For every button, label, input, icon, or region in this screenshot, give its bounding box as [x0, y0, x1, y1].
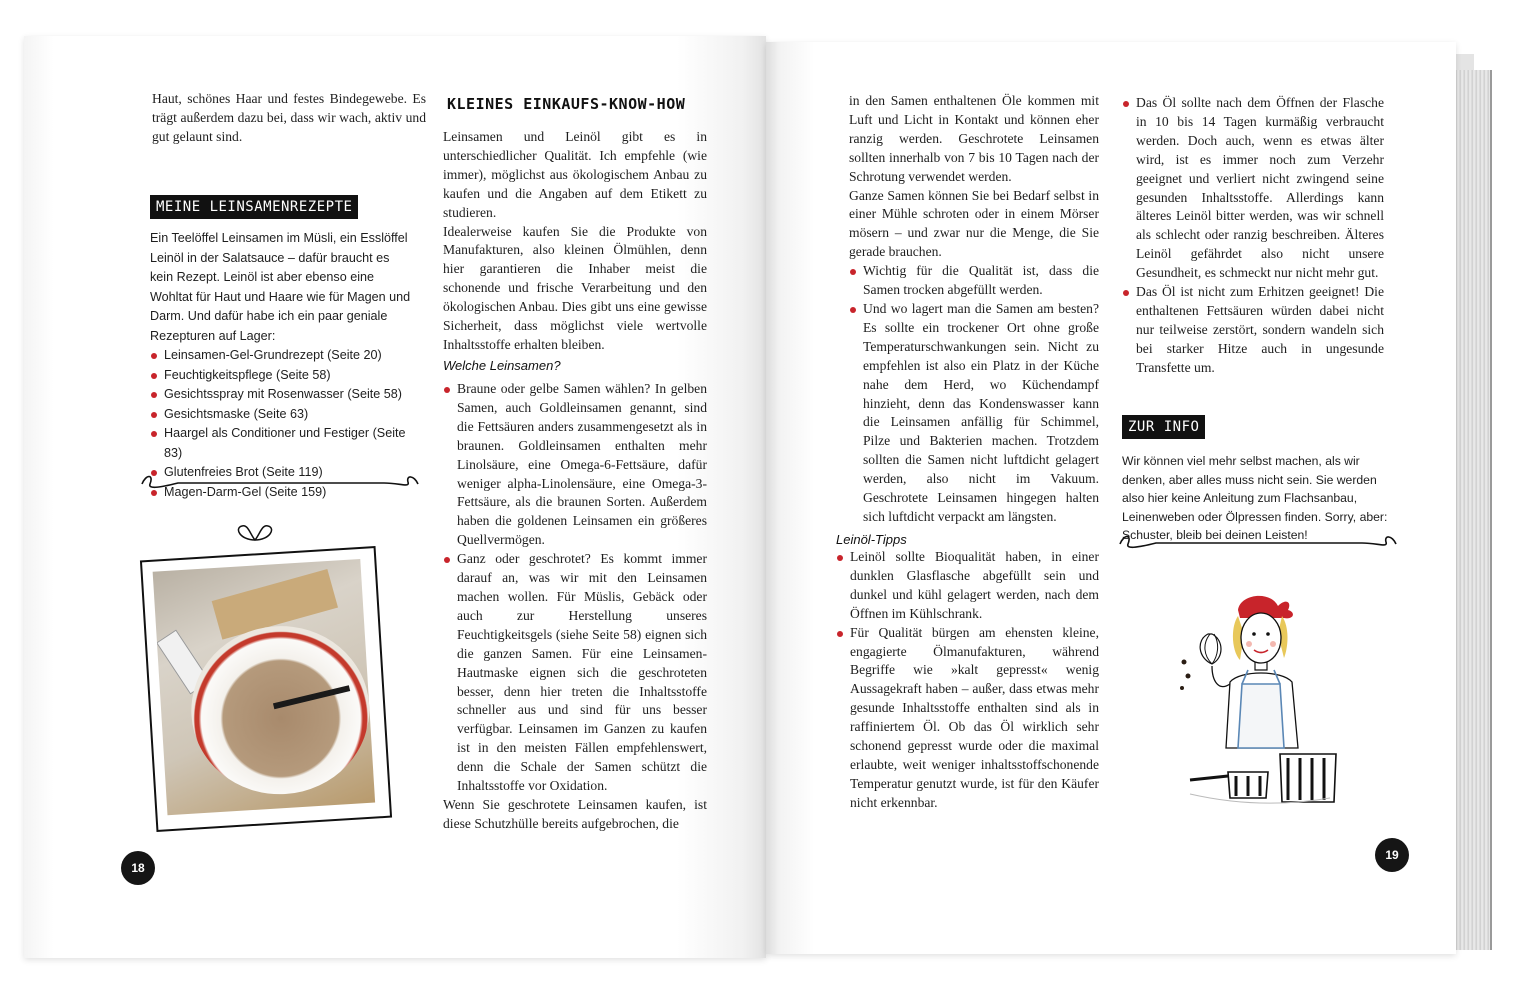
recipe-item[interactable]: Haargel als Conditioner und Festiger (Seite 83)	[150, 424, 412, 463]
list-item: Das Öl sollte nach dem Öffnen der Flasche in 10 bis 14 Tagen kurmäßig verbraucht werden. Doch auch, wenn es etwas älter wird, ist es immer noch zum Verzehr geeignet und verliert nicht zwingend seine gesunden Inhaltsstoffe. Allerdings kann älteres Leinöl bitter werden, was wir schnell als schlecht oder ranzig beschreiben. Älteres Leinöl gefährdet also nicht unsere Gesundheit, es schmeckt nur nicht mehr gut.	[1122, 94, 1384, 283]
bullet-icon	[151, 431, 157, 437]
recipe-item[interactable]: Feuchtigkeitspflege (Seite 58)	[150, 366, 412, 386]
linseed-photo	[140, 546, 392, 832]
right-col1-text: in den Samen enthaltenen Öle kommen mit Luft und Licht in Kontakt und können eher ranzig werden. Geschrotete Leinsamen sollten innerhalb von 7 bis 10 Tagen nach der Schrotung verwendet werden. Ganze Samen können Sie bei Bedarf selbst in einer Mühle schroten oder in einem Mörser mösern – und zwar nur die Menge, die Sie gerade brauchen. Wichtig für die Qualität ist, dass die Samen trocken abgefüllt werden. Und wo lagert man die Samen am besten? Es sollte ein trockener Ort ohne große Temperaturschwankungen sein. Nicht zu empfehlen ist also ein Platz in der Küche nahe dem Herd, wo Küchendampf hinzieht, denn das Kondenswasser kann die Leinsamen anfällig für Schimmel, Pilze und Bakterien machen. Trotzdem sollten die Samen nicht luftdicht gelagert werden, also nicht im Vakuum. Geschrotete Leinsamen hingegen halten sich luftdicht verpackt am längsten.	[849, 92, 1099, 527]
bowl-icon	[186, 621, 374, 800]
linseed-bowl-image	[153, 559, 376, 815]
recipe-item[interactable]: Leinsamen-Gel-Grundrezept (Seite 20)	[150, 346, 412, 366]
bullet-icon	[444, 387, 450, 393]
info-heading: ZUR INFO	[1122, 415, 1205, 439]
list-item: Ganz oder geschrotet? Es kommt immer darauf an, was wir mit den Leinsamen machen wollen. Für Müslis, Gebäck oder auch zur Herstellung unseres Feuchtigkeitsgels (siehe Seite 58) eignen sich die ganzen Samen. Für eine Leinsamen-Hautmaske eignen sich die geschroteten besser, denn hier treten die Inhaltsstoffe schneller aus und sind für uns besser verfügbar. Leinsamen im Ganzen zu kaufen ist in den meisten Fällen empfehlenswert, denn die Schale der Samen schützt die Inhaltsstoffe vor Oxidation.	[443, 550, 707, 796]
bullet-icon	[837, 555, 843, 561]
recipe-item[interactable]: Gesichtsspray mit Rosenwasser (Seite 58)	[150, 385, 412, 405]
right-col2-text	[1122, 94, 1384, 378]
bullet-icon	[850, 269, 856, 275]
recipes-heading: MEINE LEINSAMENREZEPTE	[150, 195, 358, 219]
info-text: Wir können viel mehr selbst machen, als wir denken, aber alles muss nicht sein. Sie werden also hier keine Anleitung zum Flachsanbau, Leinenweben oder Ölpressen finden. Sorry, aber: Schuster, bleib bei deinen Leisten!	[1122, 454, 1388, 543]
bullet-icon	[837, 631, 843, 637]
bullet-icon	[151, 412, 157, 418]
recipe-item[interactable]: Magen-Darm-Gel (Seite 159)	[150, 483, 412, 503]
intro-text: Haut, schönes Haar und festes Bindegewebe. Es trägt außerdem dazu bei, dass wir wach, aktiv und gut gelaunt sind.	[152, 91, 426, 144]
page-number-right: 19	[1375, 838, 1409, 872]
recipes-text: Ein Teelöffel Leinsamen im Müsli, ein Esslöffel Leinöl in der Salatsauce – dafür braucht es kein Rezept. Leinöl ist aber ebenso eine Wohltat für Haut und Haare wie für Magen und Darm. Und dafür habe ich ein paar geniale Rezepturen auf Lager: Leinsamen-Gel-Grundrezept (Seite 20) Feuchtigkeitspflege (Seite 58) Gesichtsspray mit Rosenwasser (Seite 58) Gesichtsmaske (Seite 63) Haargel als Conditioner und Festiger (Seite 83) Glutenfreies Brot (Seite 119) Magen-Darm-Gel (Seite 159)	[150, 229, 412, 502]
list-item: Das Öl ist nicht zum Erhitzen geeignet! Die enthaltenen Fettsäuren würden dabei nicht nur teilweise zerstört, sondern wandeln sich bei starker Hitze auch in ungesunde Transfette um.	[1122, 283, 1384, 378]
know-how-bullets: Braune oder gelbe Samen wählen? In gelben Samen, auch Goldleinsamen genannt, sind die Fettsäuren anders zusammengesetzt als in braunen. Goldleinsamen enthalten mehr Linolsäure, eine Omega-6-Fettsäure, dafür weniger alpha-Linolensäure, eine Omega-3-Fettsäure, als die braunen Sorten. Außerdem haben die goldenen Leinsamen ein größeres Quellvermögen. Ganz oder geschrotet? Es kommt immer darauf an, was wir mit den Leinsamen machen wollen. Für Müslis, Gebäck oder auch zur Herstellung unseres Feuchtigkeitsgels (siehe Seite 58) eignen sich die ganzen Samen. Für eine Leinsamen-Hautmaske eignen sich die geschroteten besser, denn hier treten die Inhaltsstoffe schneller aus und sind für uns besser verfügbar. Leinsamen im Ganzen zu kaufen ist in den meisten Fällen empfehlenswert, denn die Schale der Samen schützt die Inhaltsstoffe vor Oxidation. Wenn Sie geschrotete Leinsamen kaufen, ist diese Schutzhülle bereits aufgebrochen, die	[443, 381, 707, 831]
list-item: Leinöl sollte Bioqualität haben, in einer dunklen Glasflasche abgefüllt sein und dunkel und kühl gelagert werden, nach dem Öffnen im Kühlschrank.	[836, 548, 1099, 624]
recipe-item[interactable]: Gesichtsmaske (Seite 63)	[150, 405, 412, 425]
welche-leinsamen-subheading: Welche Leinsamen?	[443, 358, 561, 373]
bullet-icon	[1123, 101, 1129, 107]
page-edge-stack	[1456, 70, 1492, 950]
leinoel-tipps-subheading: Leinöl-Tipps	[836, 532, 907, 547]
bullet-icon	[1123, 290, 1129, 296]
recipe-item[interactable]: Glutenfreies Brot (Seite 119)	[150, 463, 412, 483]
know-how-heading: KLEINES EINKAUFS-KNOW-HOW	[447, 95, 686, 113]
list-item: Und wo lagert man die Samen am besten? Es sollte ein trockener Ort ohne große Temperaturschwankungen sein. Nicht zu empfehlen ist also ein Platz in der Küche nahe dem Herd, wo Küchendampf hinzieht, denn das Kondenswasser kann die Leinsamen anfällig für Schimmel, Pilze und Bakterien machen. Trotzdem sollten die Samen nicht luftdicht gelagert werden, also nicht im Vakuum. Geschrotete Leinsamen hingegen halten sich luftdicht verpackt am längsten.	[849, 300, 1099, 527]
list-item: Wichtig für die Qualität ist, dass die Samen trocken abgefüllt werden.	[849, 262, 1099, 300]
bullet-icon	[151, 392, 157, 398]
tips-bullets	[836, 548, 1099, 813]
page-number-left: 18	[121, 851, 155, 885]
cook-illustration-icon	[1160, 588, 1340, 810]
flourish-icon	[230, 520, 280, 544]
bullet-icon	[444, 557, 450, 563]
swirl-divider-icon	[1116, 530, 1400, 554]
bullet-icon	[850, 307, 856, 313]
swirl-divider-icon	[138, 470, 422, 494]
bullet-icon	[151, 353, 157, 359]
list-item: Braune oder gelbe Samen wählen? In gelben Samen, auch Goldleinsamen genannt, sind die Fettsäuren anders zusammengesetzt als in braunen. Goldleinsamen enthalten mehr Linolsäure, eine Omega-6-Fettsäure, dafür weniger alpha-Linolensäure, eine Omega-3-Fettsäure, als die braunen Sorten. Außerdem haben die goldenen Leinsamen ein größeres Quellvermögen.	[443, 380, 707, 550]
know-how-text: Leinsamen und Leinöl gibt es in unterschiedlicher Qualität. Ich empfehle (wie immer), möglichst aus ökologischem Anbau zu kaufen und die Angaben auf dem Etikett zu studieren. Idealerweise kaufen Sie die Produkte von Manufakturen, also kleinen Ölmühlen, denn hier garantieren die Inhaber meist die schonende und frische Verarbeitung und den ökologischen Anbau. Dies gibt uns eine gewisse Sicherheit, dass möglichst viele wertvolle Inhaltsstoffe erhalten bleiben.	[443, 129, 707, 352]
bullet-icon	[151, 373, 157, 379]
list-item: Für Qualität bürgen am ehensten kleine, engagierte Ölmanufakturen, während Begriffe wie »kalt gepresst« wenig Aussagekraft haben – außer, dass etwas mehr gesunde Inhaltsstoffe enthalten sind als in raffiniertem Öl. Ob das Öl wirklich sehr schonend gepresst wurde oder die maximal erlaubte, weit weniger inhaltsstoffschonende Temperatur genutzt wurde, ist für den Käufer nicht erkennbar.	[836, 624, 1099, 813]
